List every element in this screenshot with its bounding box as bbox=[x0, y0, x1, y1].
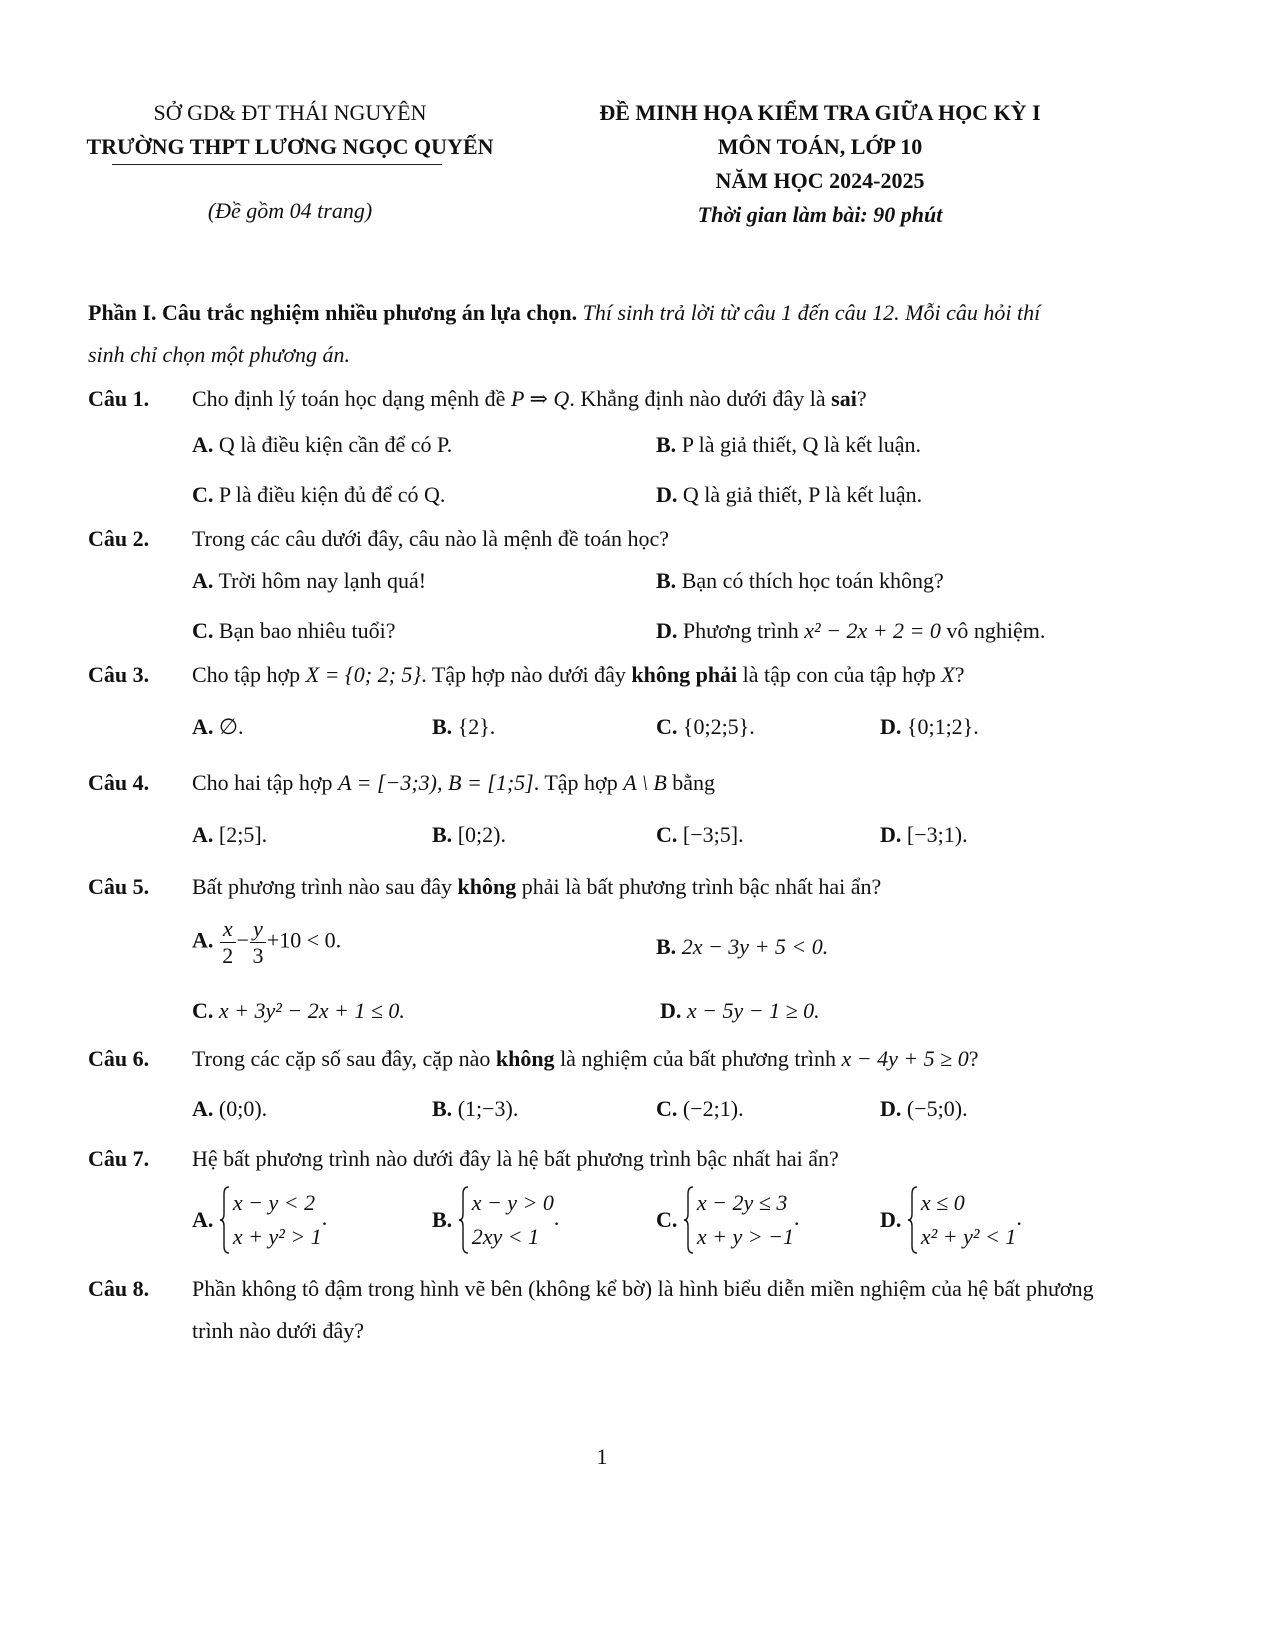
q3-option-b[interactable] bbox=[432, 714, 495, 740]
q3-number: Câu 3. bbox=[88, 662, 150, 687]
page-count-note: (Đề gồm 04 trang) bbox=[207, 198, 373, 223]
q1-option-a[interactable] bbox=[192, 432, 452, 458]
q7-a-system bbox=[219, 1186, 322, 1254]
q3-math: X = {0; 2; 5} bbox=[305, 662, 422, 687]
q1-c-text: P là điều kiện đủ để có Q. bbox=[218, 482, 446, 507]
q4-math: A = [−3;3), B = [1;5] bbox=[338, 770, 534, 795]
q6-option-c[interactable] bbox=[656, 1096, 744, 1122]
q7-b-system bbox=[458, 1186, 554, 1254]
exam-subject: MÔN TOÁN, LỚP 10 bbox=[717, 134, 923, 159]
exam-title: ĐỀ MINH HỌA KIỂM TRA GIỮA HỌC KỲ I bbox=[599, 100, 1041, 125]
option-label: D. bbox=[880, 822, 902, 847]
q4-option-c[interactable] bbox=[656, 822, 744, 848]
q4-option-b[interactable] bbox=[432, 822, 506, 848]
q1-math: P ⇒ Q bbox=[510, 386, 570, 411]
page-number: 1 bbox=[596, 1444, 608, 1469]
q6-stem bbox=[192, 1046, 979, 1072]
school-name: TRƯỜNG THPT LƯƠNG NGỌC QUYẾN bbox=[86, 134, 494, 159]
fraction-x-over-2 bbox=[220, 916, 236, 969]
system-row: 2xy < 1 bbox=[471, 1224, 540, 1249]
exam-year: NĂM HỌC 2024-2025 bbox=[715, 168, 925, 193]
q3-option-d[interactable] bbox=[880, 714, 979, 740]
q1-stem-text: Cho định lý toán học dạng mệnh đề bbox=[192, 386, 511, 411]
q7-number: Câu 7. bbox=[88, 1146, 150, 1171]
part1-instruction-cont: sinh chỉ chọn một phương án. bbox=[88, 342, 351, 367]
q6-number: Câu 6. bbox=[88, 1046, 150, 1071]
q4-d-text: [−3;1). bbox=[906, 822, 968, 847]
option-label: C. bbox=[192, 482, 214, 507]
q4-stem-end: bằng bbox=[666, 770, 716, 795]
q2-stem: Trong các câu dưới đây, câu nào là mệnh đề toán học? bbox=[192, 526, 670, 551]
part1-title: Phần I. Câu trắc nghiệm nhiều phương án lựa chọn. bbox=[88, 300, 578, 325]
q6-emphasis: không bbox=[495, 1046, 555, 1071]
q5-a-rest: +10 < 0. bbox=[266, 927, 342, 953]
option-label: C. bbox=[192, 618, 214, 643]
q1-b-text: P là giả thiết, Q là kết luận. bbox=[681, 432, 921, 457]
system-row: x − y < 2 bbox=[232, 1190, 316, 1215]
q1-option-d[interactable] bbox=[656, 482, 922, 508]
q2-a-text: Trời hôm nay lạnh quá! bbox=[218, 568, 427, 593]
q2-option-c[interactable] bbox=[192, 618, 395, 644]
q4-number: Câu 4. bbox=[88, 770, 150, 795]
q3-b-text: {2}. bbox=[457, 714, 496, 739]
option-label: A. bbox=[192, 432, 214, 457]
q1-stem bbox=[192, 386, 867, 412]
q8-number: Câu 8. bbox=[88, 1276, 150, 1301]
brace-icon bbox=[683, 1186, 695, 1254]
q5-emphasis: không bbox=[457, 874, 517, 899]
brace-icon bbox=[219, 1186, 231, 1254]
header-underline bbox=[112, 164, 442, 165]
q6-stem-end: ? bbox=[968, 1046, 979, 1071]
q7-stem: Hệ bất phương trình nào dưới đây là hệ bất phương trình bậc nhất hai ẩn? bbox=[192, 1146, 839, 1171]
q7-option-c[interactable]: C. x − 2y ≤ 3 x + y > −1 . bbox=[656, 1186, 799, 1254]
q5-b-text: 2x − 3y + 5 < 0. bbox=[681, 934, 829, 959]
q2-c-text: Bạn bao nhiêu tuổi? bbox=[218, 618, 396, 643]
option-label: D. bbox=[660, 998, 682, 1023]
department-name: SỞ GD& ĐT THÁI NGUYÊN bbox=[153, 100, 427, 125]
q3-stem-text2: . Tập hợp nào dưới đây bbox=[421, 662, 632, 687]
q6-math: x − 4y + 5 ≥ 0 bbox=[841, 1046, 969, 1071]
q5-stem-end: phải là bất phương trình bậc nhất hai ẩn? bbox=[516, 874, 882, 899]
exam-duration: Thời gian làm bài: 90 phút bbox=[697, 202, 943, 227]
q3-d-text: {0;1;2}. bbox=[906, 714, 979, 739]
q4-stem-text2: . Tập hợp bbox=[533, 770, 624, 795]
q6-option-a[interactable] bbox=[192, 1096, 267, 1122]
system-row: x − y > 0 bbox=[471, 1190, 554, 1215]
q3-option-a[interactable] bbox=[192, 714, 244, 740]
option-label: D. bbox=[880, 714, 902, 739]
q6-option-b[interactable] bbox=[432, 1096, 518, 1122]
q5-stem-text: Bất phương trình nào sau đây bbox=[192, 874, 458, 899]
q7-d-system bbox=[907, 1186, 1016, 1254]
q7-option-d[interactable]: D. x ≤ 0 x² + y² < 1 . bbox=[880, 1186, 1022, 1254]
q4-stem-text: Cho hai tập hợp bbox=[192, 770, 339, 795]
q8-stem: Phần không tô đậm trong hình vẽ bên (không kể bờ) là hình biểu diễn miền nghiệm của hệ bất phương bbox=[192, 1276, 1094, 1301]
option-label: D. bbox=[656, 482, 678, 507]
q1-stem-text2: . Khẳng định nào dưới đây là bbox=[569, 386, 832, 411]
q4-math2: A \ B bbox=[623, 770, 667, 795]
q3-math2: X bbox=[941, 662, 955, 687]
brace-icon bbox=[458, 1186, 470, 1254]
frac-numerator: x bbox=[220, 916, 236, 943]
option-label: B. bbox=[656, 934, 677, 959]
q4-c-text: [−3;5]. bbox=[682, 822, 744, 847]
q2-d-math: x² − 2x + 2 = 0 bbox=[804, 618, 941, 643]
q5-option-c[interactable] bbox=[192, 998, 405, 1024]
part1-heading bbox=[88, 300, 1148, 326]
system-row: x ≤ 0 bbox=[920, 1190, 965, 1215]
q6-b-text: (1;−3). bbox=[457, 1096, 519, 1121]
q2-option-a[interactable] bbox=[192, 568, 426, 594]
q1-number: Câu 1. bbox=[88, 386, 150, 411]
fraction-y-over-3 bbox=[250, 916, 266, 969]
frac-denominator: 2 bbox=[222, 943, 234, 968]
q6-stem-text2: là nghiệm của bất phương trình bbox=[554, 1046, 842, 1071]
q3-option-c[interactable] bbox=[656, 714, 755, 740]
option-label: B. bbox=[432, 822, 453, 847]
option-label: A. bbox=[192, 1096, 214, 1121]
q7-option-a[interactable]: A. x − y < 2 x + y² > 1 . bbox=[192, 1186, 327, 1254]
q3-emphasis: không phải bbox=[631, 662, 738, 687]
part1-instruction: Thí sinh trả lời từ câu 1 đến câu 12. Mỗi câu hỏi thí bbox=[582, 300, 1041, 325]
q5-option-a[interactable]: A. $\frac{x}{2}$ − $\frac{y}{3}$ +10 < 0. bbox=[192, 916, 342, 968]
option-label: C. bbox=[656, 1096, 678, 1121]
q5-option-b[interactable] bbox=[656, 934, 828, 960]
q3-stem-text: Cho tập hợp bbox=[192, 662, 306, 687]
brace-icon bbox=[907, 1186, 919, 1254]
q1-option-b[interactable] bbox=[656, 432, 921, 458]
system-row: x + y > −1 bbox=[696, 1224, 794, 1249]
q3-stem-end: ? bbox=[954, 662, 965, 687]
q5-option-d[interactable] bbox=[660, 998, 820, 1024]
q6-option-d[interactable] bbox=[880, 1096, 968, 1122]
option-label: A. bbox=[192, 1207, 214, 1232]
q7-option-b[interactable]: B. x − y > 0 2xy < 1 . bbox=[432, 1186, 559, 1254]
q6-d-text: (−5;0). bbox=[906, 1096, 968, 1121]
option-label: A. bbox=[192, 568, 214, 593]
q8-stem-cont: trình nào dưới đây? bbox=[192, 1318, 365, 1343]
q5-c-text: x + 3y² − 2x + 1 ≤ 0. bbox=[218, 998, 405, 1023]
option-label: B. bbox=[656, 432, 677, 457]
q4-option-d[interactable] bbox=[880, 822, 968, 848]
option-label: D. bbox=[880, 1096, 902, 1121]
option-label: D. bbox=[880, 1207, 902, 1232]
option-label: C. bbox=[656, 1207, 678, 1232]
q6-c-text: (−2;1). bbox=[682, 1096, 744, 1121]
q5-number: Câu 5. bbox=[88, 874, 150, 899]
option-label: C. bbox=[656, 822, 678, 847]
option-label: B. bbox=[432, 1096, 453, 1121]
q4-b-text: [0;2). bbox=[457, 822, 506, 847]
q4-stem bbox=[192, 770, 715, 796]
q3-c-text: {0;2;5}. bbox=[682, 714, 755, 739]
system-row: x − 2y ≤ 3 bbox=[696, 1190, 788, 1215]
option-label: C. bbox=[192, 998, 214, 1023]
q1-a-text: Q là điều kiện cần để có P. bbox=[218, 432, 453, 457]
q2-d-text: Phương trình bbox=[682, 618, 805, 643]
q4-a-text: [2;5]. bbox=[218, 822, 268, 847]
q1-stem-end: ? bbox=[856, 386, 867, 411]
system-row: x + y² > 1 bbox=[232, 1224, 322, 1249]
q4-option-a[interactable] bbox=[192, 822, 267, 848]
option-label: B. bbox=[432, 1207, 453, 1232]
q3-stem bbox=[192, 662, 964, 688]
option-label: B. bbox=[432, 714, 453, 739]
q1-option-c[interactable] bbox=[192, 482, 445, 508]
q3-a-text: ∅. bbox=[218, 714, 244, 739]
frac-denominator: 3 bbox=[252, 943, 264, 968]
q2-number: Câu 2. bbox=[88, 526, 150, 551]
q2-option-d[interactable] bbox=[656, 618, 1045, 644]
header-right bbox=[560, 96, 1080, 232]
q1-emphasis: sai bbox=[831, 386, 857, 411]
header-left bbox=[60, 96, 520, 164]
q5-stem bbox=[192, 874, 881, 900]
frac-numerator: y bbox=[250, 916, 266, 943]
option-label: A. bbox=[192, 822, 214, 847]
system-row: x² + y² < 1 bbox=[920, 1224, 1017, 1249]
q2-option-b[interactable] bbox=[656, 568, 944, 594]
q2-d-text-end: vô nghiệm. bbox=[940, 618, 1046, 643]
option-label: C. bbox=[656, 714, 678, 739]
option-label: A. bbox=[192, 927, 214, 953]
q2-b-text: Bạn có thích học toán không? bbox=[681, 568, 944, 593]
q7-c-system bbox=[683, 1186, 794, 1254]
q6-stem-text: Trong các cặp số sau đây, cặp nào bbox=[192, 1046, 496, 1071]
option-label: D. bbox=[656, 618, 678, 643]
q3-stem-text3: là tập con của tập hợp bbox=[737, 662, 942, 687]
option-label: A. bbox=[192, 714, 214, 739]
option-label: B. bbox=[656, 568, 677, 593]
q6-a-text: (0;0). bbox=[218, 1096, 268, 1121]
q5-d-text: x − 5y − 1 ≥ 0. bbox=[686, 998, 820, 1023]
q1-d-text: Q là giả thiết, P là kết luận. bbox=[682, 482, 923, 507]
